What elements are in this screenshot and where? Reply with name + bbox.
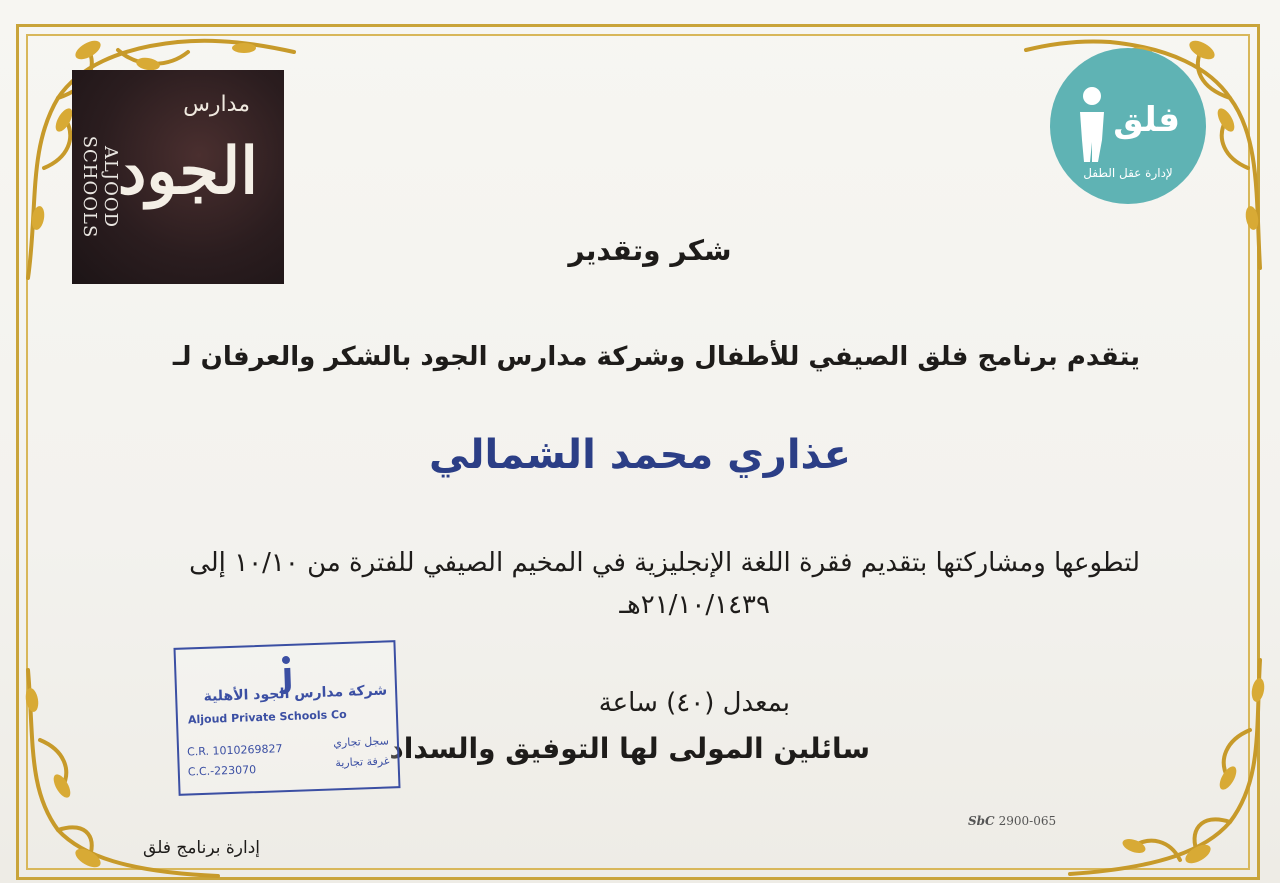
certificate-intro: يتقدم برنامج فلق الصيفي للأطفال وشركة مدارس الجود بالشكر والعرفان لـ — [172, 342, 1140, 372]
logo-schools-label: مدارس — [183, 92, 250, 117]
stamp-company-arabic: شركة مدارس الجود الأهلية — [203, 682, 388, 705]
flourish-bottom-right-icon — [1060, 650, 1272, 882]
stamp-cr-number: C.R. 1010269827 — [186, 742, 283, 759]
company-stamp — [173, 640, 400, 796]
printer-code: 2900-065 — [998, 814, 1057, 828]
falaq-tagline: لإدارة عقل الطفل — [1083, 166, 1173, 180]
printer-mark — [968, 814, 1056, 828]
stamp-cc-number: C.C.-223070 — [187, 763, 257, 779]
stamp-company-english: Aljoud Private Schools Co — [187, 707, 347, 727]
logo-vertical-english: ALJOOD SCHOOLS — [79, 135, 121, 239]
certificate-body-line2: ٢١/١٠/١٤٣٩هـ — [619, 590, 770, 620]
footer-signature-label: إدارة برنامج فلق — [143, 838, 260, 858]
falaq-logo — [1050, 48, 1206, 204]
closing-wish: سائلين المولى لها التوفيق والسداد — [389, 732, 870, 765]
recipient-name: عذاري محمد الشمالي — [429, 432, 851, 478]
stamp-cc-arabic: غرفة تجارية — [335, 754, 390, 770]
printer-brand: SbC — [968, 814, 995, 828]
hours-rate: بمعدل (٤٠) ساعة — [598, 688, 790, 718]
aljood-schools-logo — [72, 70, 284, 284]
child-silhouette-icon — [1072, 84, 1112, 164]
certificate-title: شكر وتقدير — [568, 234, 732, 267]
certificate-body-line1: لتطوعها ومشاركتها بتقديم فقرة اللغة الإنجليزية في المخيم الصيفي للفترة من ١٠/١٠ إلى — [189, 548, 1140, 578]
falaq-brand-text: فلق — [1113, 100, 1180, 140]
logo-aljood-label: الجود — [117, 134, 258, 209]
stamp-cr-arabic: سجل تجاري — [333, 734, 390, 750]
